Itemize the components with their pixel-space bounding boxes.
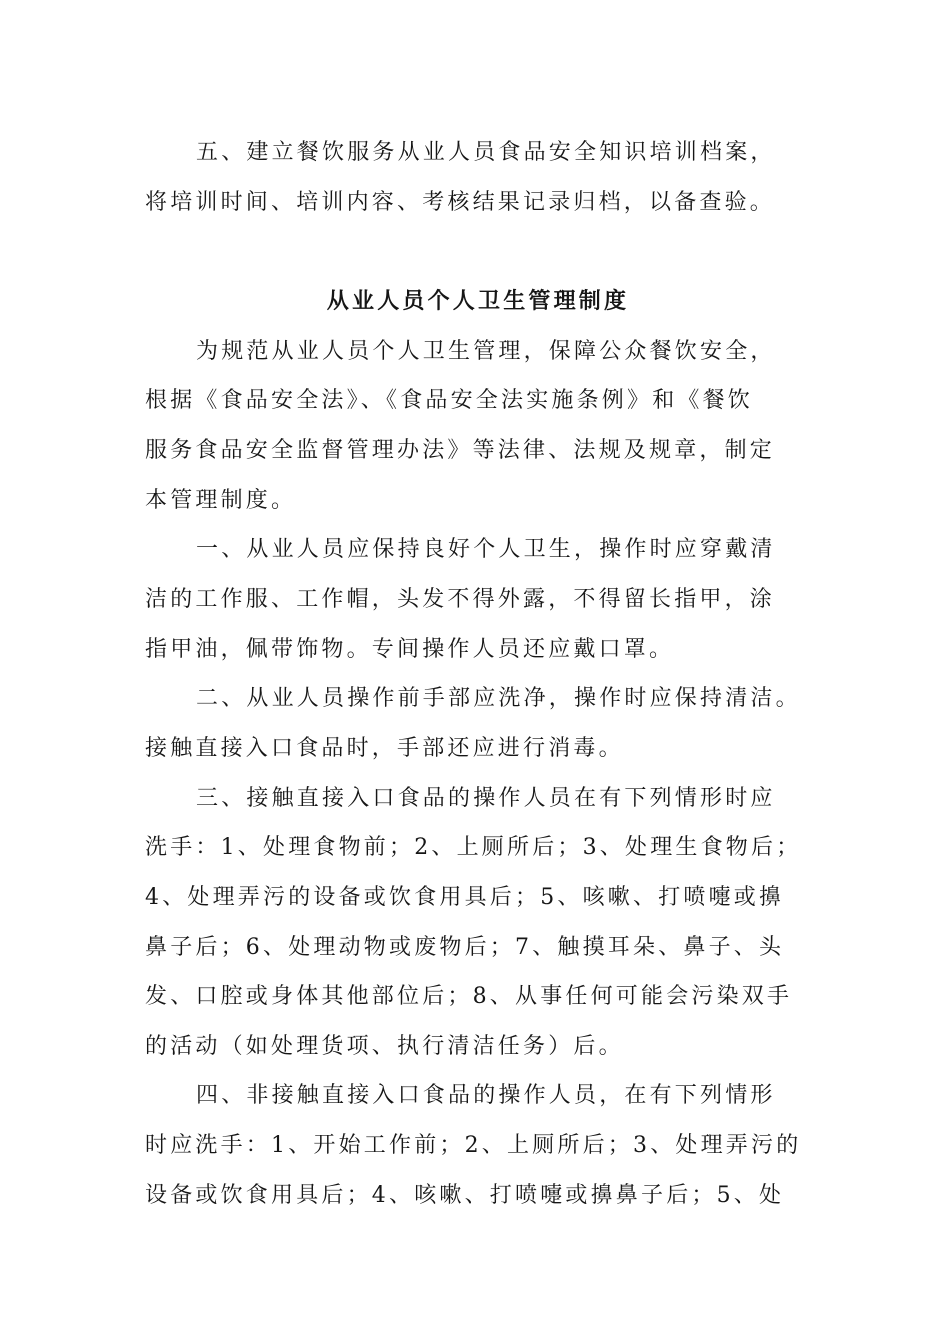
text-line: 鼻子后；6、处理动物或废物后；7、触摸耳朵、鼻子、头: [145, 934, 785, 960]
text-line: 本管理制度。: [145, 487, 297, 513]
section-title: 从业人员个人卫生管理制度: [326, 287, 630, 314]
text-line: 发、口腔或身体其他部位后；8、从事任何可能会污染双手: [145, 984, 793, 1010]
paragraph-intro: [145, 327, 845, 526]
blank-line: [145, 227, 845, 277]
paragraph-item-2: [145, 674, 845, 773]
paragraph-item-4: [145, 1071, 845, 1220]
text-line: 时应洗手：1、开始工作前；2、上厕所后；3、处理弄污的: [145, 1133, 802, 1159]
document-body: [145, 128, 845, 1220]
text-line: 指甲油，佩带饰物。专间操作人员还应戴口罩。: [145, 636, 675, 662]
text-line: 三、接触直接入口食品的操作人员在有下列情形时应: [196, 785, 776, 811]
text-line: 二、从业人员操作前手部应洗净，操作时应保持清洁。: [196, 686, 801, 712]
text-line: 洗手：1、处理食物前；2、上厕所后；3、处理生食物后；: [145, 835, 802, 861]
text-line: 五、建立餐饮服务从业人员食品安全知识培训档案，: [196, 140, 776, 165]
text-line: 一、从业人员应保持良好个人卫生，操作时应穿戴清: [196, 537, 776, 563]
text-line: 将培训时间、培训内容、考核结果记录归档，以备查验。: [145, 189, 776, 215]
text-line: 四、非接触直接入口食品的操作人员，在有下列情形: [196, 1083, 776, 1109]
paragraph-item-1: [145, 525, 845, 674]
text-line: 为规范从业人员个人卫生管理，保障公众餐饮安全，: [196, 338, 776, 364]
text-line: 4、处理弄污的设备或饮食用具后；5、咳嗽、打喷嚏或擤: [145, 884, 785, 910]
text-line: 设备或饮食用具后；4、咳嗽、打喷嚏或擤鼻子后；5、处: [145, 1182, 785, 1208]
text-line: 根据《食品安全法》、《食品安全法实施条例》和《餐饮: [145, 388, 754, 414]
text-line: 接触直接入口食品时，手部还应进行消毒。: [145, 735, 624, 761]
paragraph-prev-item-5: [145, 128, 845, 227]
paragraph-item-3: [145, 774, 845, 1072]
text-line: 的活动（如处理货项、执行清洁任务）后。: [145, 1033, 624, 1059]
text-line: 洁的工作服、工作帽，头发不得外露，不得留长指甲，涂: [145, 586, 776, 612]
text-line: 服务食品安全监督管理办法》等法律、法规及规章，制定: [145, 437, 776, 463]
